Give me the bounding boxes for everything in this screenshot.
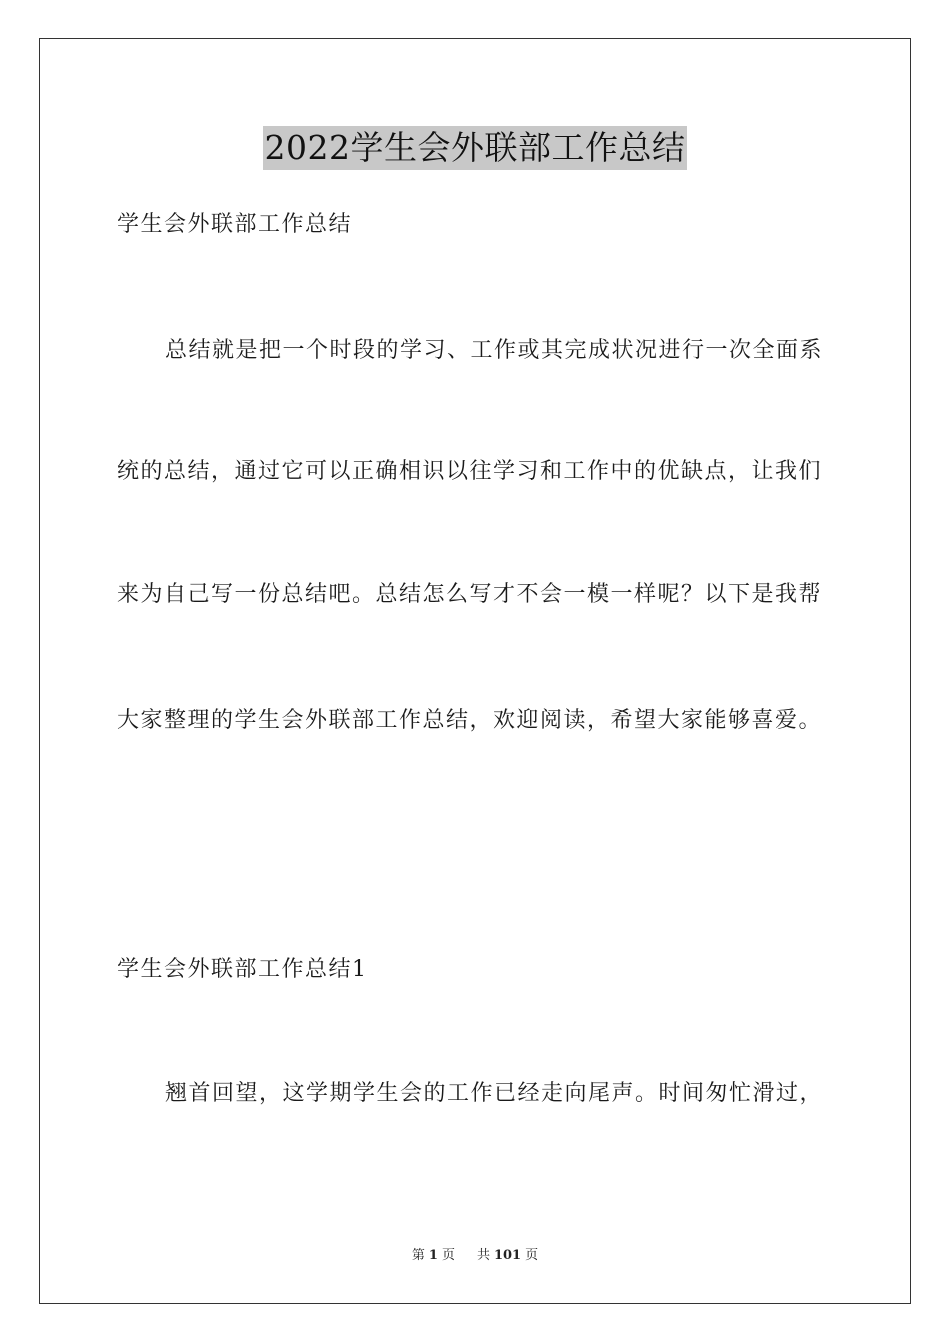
page-current: 1 xyxy=(428,1248,438,1263)
paragraph-line: 翘首回望，这学期学生会的工作已经走向尾声。时间匆忙滑过， xyxy=(165,1081,824,1106)
page-footer xyxy=(0,1247,950,1265)
page-prefix: 第 xyxy=(411,1248,425,1263)
document-title: 2022学生会外联部工作总结 xyxy=(263,126,688,170)
page-total: 101 xyxy=(493,1248,522,1263)
document-subtitle: 学生会外联部工作总结 xyxy=(117,212,353,237)
title-container xyxy=(0,126,950,170)
total-prefix: 共 xyxy=(476,1248,490,1263)
paragraph-line: 大家整理的学生会外联部工作总结，欢迎阅读，希望大家能够喜爱。 xyxy=(117,708,823,733)
page-suffix: 页 xyxy=(441,1248,455,1263)
total-suffix: 页 xyxy=(525,1248,539,1263)
paragraph-line: 来为自己写一份总结吧。总结怎么写才不会一模一样呢？以下是我帮 xyxy=(117,582,823,607)
paragraph-line: 统的总结，通过它可以正确相识以往学习和工作中的优缺点，让我们 xyxy=(117,459,823,484)
paragraph-line: 总结就是把一个时段的学习、工作或其完成状况进行一次全面系 xyxy=(165,338,824,363)
section-heading: 学生会外联部工作总结1 xyxy=(117,957,368,982)
